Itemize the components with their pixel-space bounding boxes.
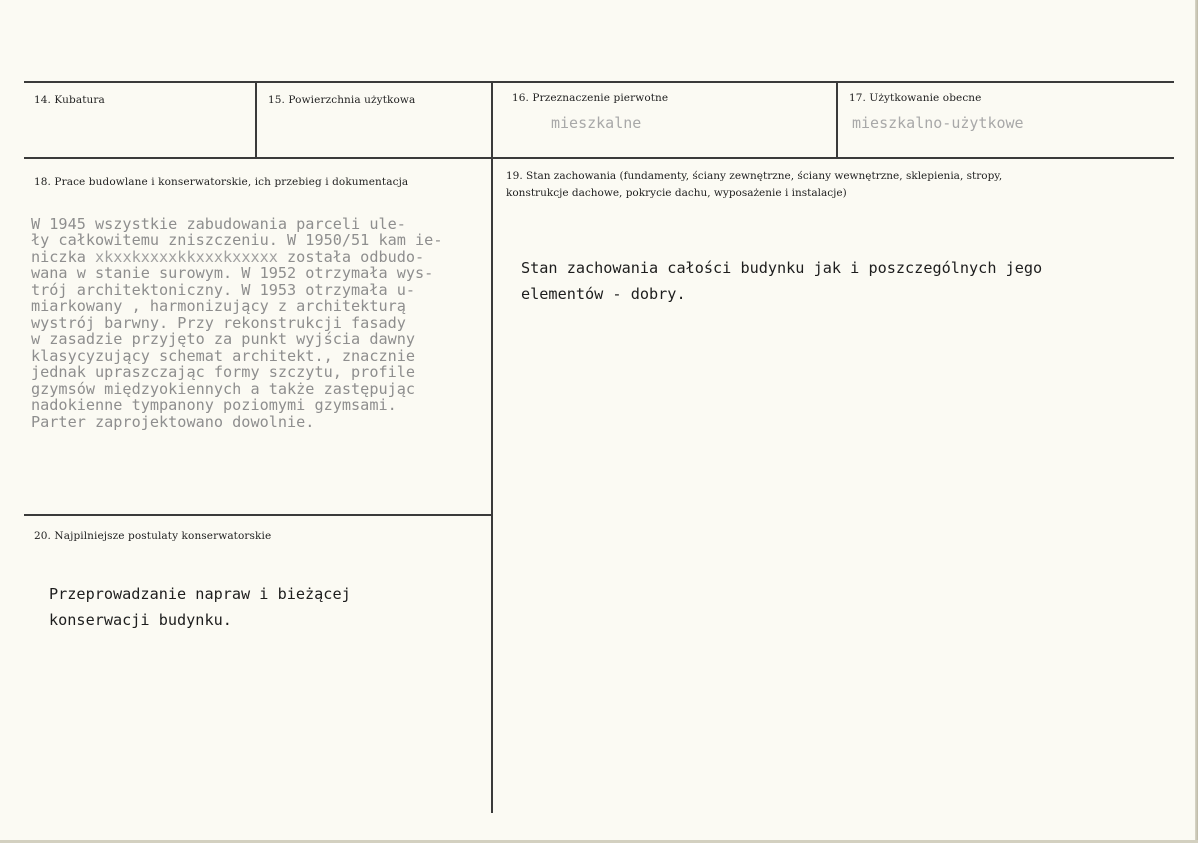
field-18-line: w zasadzie przyjęto za punkt wyjścia dawny xyxy=(31,330,416,348)
field-18-line: nadokienne tympanony poziomymi gzymsami. xyxy=(31,396,397,414)
field-18-line: W 1945 wszystkie zabudowania parceli ule- xyxy=(31,214,406,233)
field-17-value: mieszkalno-użytkowe xyxy=(852,114,1024,132)
field-20-text xyxy=(49,555,351,659)
divider-15-16 xyxy=(491,83,493,813)
field-18-line: wana w stanie surowym. W 1952 otrzymała wys- xyxy=(31,264,434,282)
field-19-text-line: Stan zachowania całości budynku jak i poszczególnych jego xyxy=(521,259,1043,277)
field-18-line: trój architektoniczny. W 1953 otrzymała u- xyxy=(31,280,416,299)
field-19-label-line: 19. Stan zachowania (fundamenty, ściany zewnętrzne, ściany wewnętrzne, sklepienia, stropy, xyxy=(506,170,1003,182)
divider-14-15 xyxy=(255,83,257,158)
field-18-line: wystrój barwny. Przy rekonstrukcji fasady xyxy=(31,313,406,332)
divider-16-17 xyxy=(836,83,838,158)
field-18-line: ły całkowitemu zniszczeniu. W 1950/51 kam ie- xyxy=(31,231,443,249)
field-19-label xyxy=(506,168,1046,202)
field-19-text xyxy=(521,229,1042,333)
field-18-line-start: niczka xyxy=(31,247,96,266)
row1-bottom-rule xyxy=(24,157,1174,159)
field-20-text-line: Przeprowadzanie napraw i bieżącej xyxy=(49,585,351,603)
field-18-line: jednak upraszczając formy szczytu, profile xyxy=(31,363,416,381)
field-18-label: 18. Prace budowlane i konserwatorskie, ich przebieg i dokumentacja xyxy=(34,176,409,188)
field-20-text-line: konserwacji budynku. xyxy=(49,611,232,629)
field-14-label: 14. Kubatura xyxy=(34,94,105,106)
struck-out-text: xkxxkxxxxkkxxxkxxxxx xyxy=(95,247,278,266)
field-16-label: 16. Przeznaczenie pierwotne xyxy=(512,92,669,104)
field-15-label: 15. Powierzchnia użytkowa xyxy=(268,94,416,106)
field-16-value: mieszkalne xyxy=(551,114,642,132)
field-17-label: 17. Użytkowanie obecne xyxy=(849,92,982,104)
field-18-text xyxy=(31,199,442,447)
field-18-line: miarkowany , harmonizujący z architekturą xyxy=(31,297,406,315)
field-19-text-line: elementów - dobry. xyxy=(521,285,686,303)
field-18-line: Parter zaprojektowano dowolnie. xyxy=(31,412,315,431)
field-18-line: gzymsów międzyokiennych a także zastępując xyxy=(31,379,416,398)
field-18-line xyxy=(31,249,442,266)
field-18-line-end: została odbudo- xyxy=(277,247,425,266)
field-20-label: 20. Najpilniejsze postulaty konserwatorskie xyxy=(34,530,272,542)
section20-top-rule xyxy=(24,514,491,516)
top-rule xyxy=(24,81,1174,83)
field-19-label-line: konstrukcje dachowe, pokrycie dachu, wyposażenie i instalacje) xyxy=(506,187,847,199)
field-18-line: klasycyzujący schemat architekt., znacznie xyxy=(31,346,416,365)
